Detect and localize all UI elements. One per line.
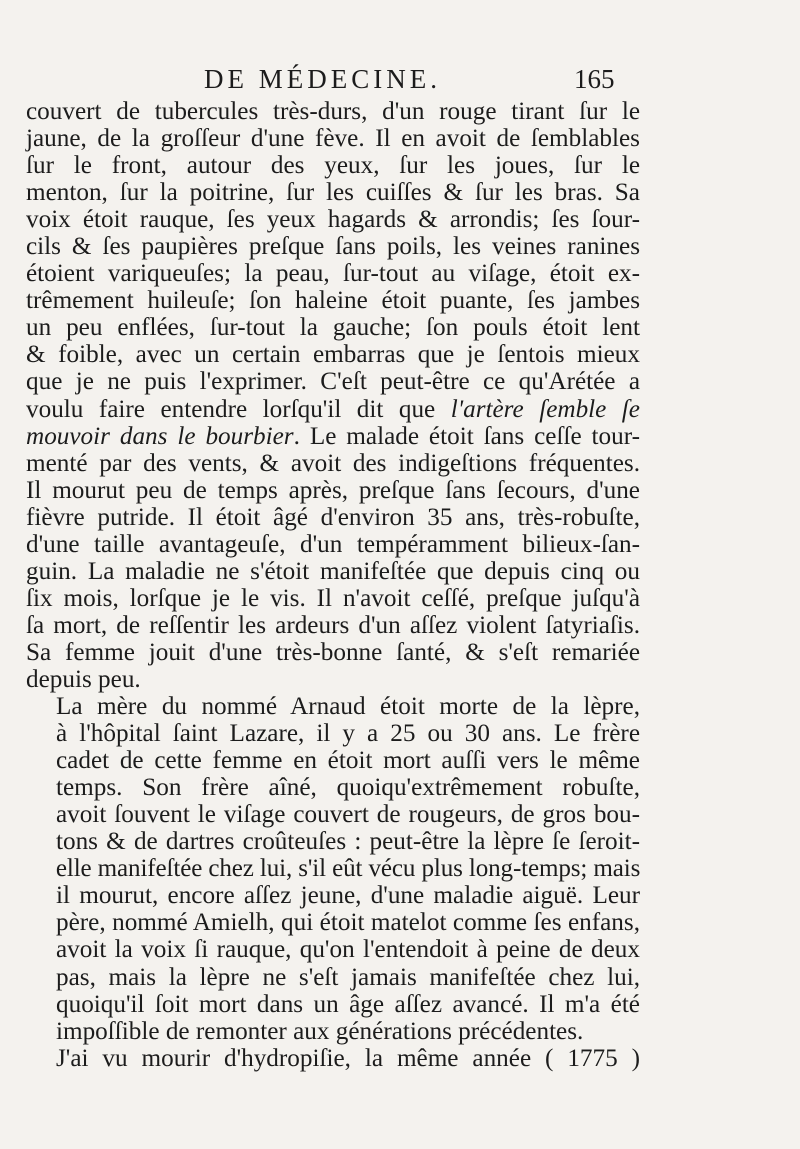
text-line: Il mourut peu de temps après, preſque ſans ſecours, d'une [26,476,640,504]
page-number: 165 [574,64,615,94]
paragraph-1 [26,98,640,693]
text-line: J'ai vu mourir d'hydropiſie, la même année ( 1775 ) [56,1044,640,1072]
italic-quote: mouvoir dans le bourbier [26,422,294,450]
running-header [0,64,800,100]
text-line: père, nommé Amielh, qui étoit matelot comme ſes enfans, [56,909,640,937]
text-line [26,423,640,450]
text-line: tons & de dartres croûteuſes : peut-être la lèpre ſe ſeroit- [56,828,640,856]
text-line [26,396,640,423]
body-text [26,98,640,1072]
text-line: ſur le front, autour des yeux, ſur les joues, ſur le [26,152,640,180]
text-line: ſix mois, lorſque je le vis. Il n'avoit ceſſé, preſque juſqu'à [26,584,640,612]
text-line: quoiqu'il ſoit mort dans un âge aſſez avancé. Il m'a été [56,990,640,1018]
italic-quote: l'artère ſemble ſe [450,395,640,423]
text-segment: voulu faire entendre lorſqu'il dit que [26,395,451,423]
text-line: d'une taille avantageuſe, d'un tempéramment bilieux-ſan- [26,530,640,558]
text-line: menton, ſur la poitrine, ſur les cuiſſes & ſur les bras. Sa [26,179,640,207]
text-segment: . Le malade étoit ſans ceſſe tour- [293,422,640,450]
text-line: & foible, avec un certain embarras que je ſentois mieux [26,341,640,369]
header-title: DE MÉDECINE. [204,64,441,94]
text-line: fièvre putride. Il étoit âgé d'environ 35 ans, très-robuſte, [26,503,640,531]
text-line: ſa mort, de reſſentir les ardeurs d'un aſſez violent ſatyriaſis. [26,611,640,639]
text-line: cils & ſes paupières preſque ſans poils, les veines ranines [26,233,640,261]
text-line: un peu enflées, ſur-tout la gauche; ſon pouls étoit lent [26,314,640,342]
text-line: elle manifeſtée chez lui, s'il eût vécu plus long-temps; mais [55,855,641,883]
text-line: impoſſible de remonter aux générations précédentes. [56,1017,584,1045]
text-line: couvert de tubercules très-durs, d'un rouge tirant ſur le [26,98,640,125]
text-line: pas, mais la lèpre ne s'eſt jamais manifeſtée chez lui, [56,963,640,991]
text-line: Sa femme jouit d'une très-bonne ſanté, & s'eſt remariée [26,638,640,666]
text-line: menté par des vents, & avoit des indigeſtions fréquentes. [26,449,640,477]
text-line: à l'hôpital ſaint Lazare, il y a 25 ou 30 ans. Le frère [56,720,640,748]
text-line: que je ne puis l'exprimer. C'eſt peut-être ce qu'Arétée a [26,368,640,396]
text-line: étoient variqueuſes; la peau, ſur-tout au viſage, étoit ex- [26,260,640,288]
text-line: temps. Son frère aîné, quoiqu'extrêmement robuſte, [56,774,640,802]
text-line: depuis peu. [26,665,141,693]
paragraph-3 [26,1045,640,1072]
paragraph-2 [26,693,640,1045]
text-line: il mourut, encore aſſez jeune, d'une maladie aiguë. Leur [56,882,640,910]
text-line: avoit la voix ſi rauque, qu'on l'entendoit à peine de deux [56,936,640,964]
text-line: cadet de cette femme en étoit mort auſſi vers le même [56,747,640,775]
text-line: guin. La maladie ne s'étoit manifeſtée que depuis cinq ou [26,557,640,585]
text-line: jaune, de la groſſeur d'une fève. Il en avoit de ſemblables [26,125,640,153]
text-line: trêmement huileuſe; ſon haleine étoit puante, ſes jambes [26,287,640,315]
text-line: La mère du nommé Arnaud étoit morte de la lèpre, [56,693,640,721]
text-line: voix étoit rauque, ſes yeux hagards & arrondis; ſes ſour- [26,206,640,234]
text-line: avoit ſouvent le viſage couvert de rougeurs, de gros bou- [56,801,640,829]
